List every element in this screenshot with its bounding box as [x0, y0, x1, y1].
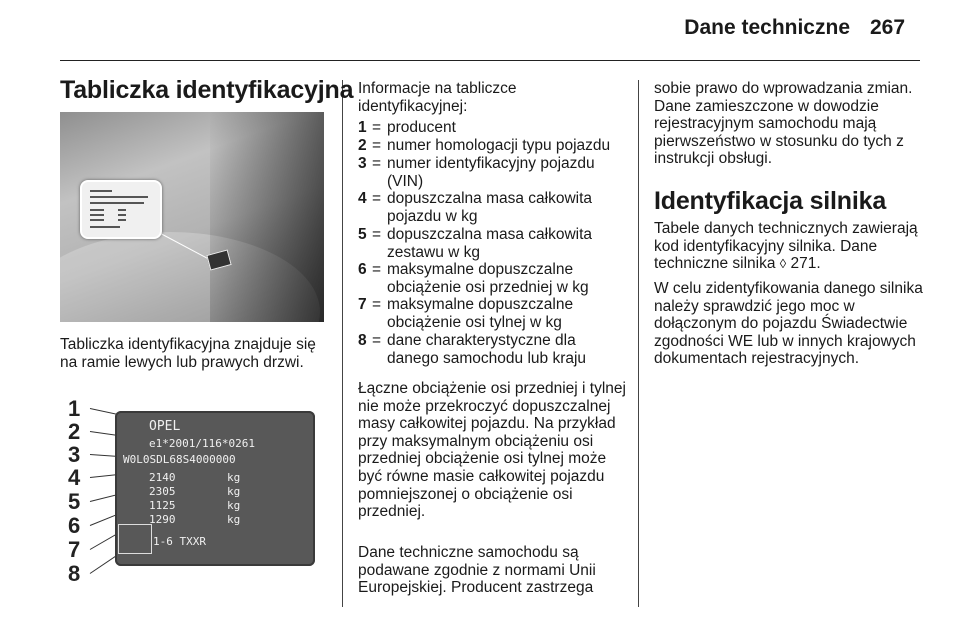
- callout-number: 3: [68, 442, 81, 467]
- callout-number: 7: [68, 537, 81, 562]
- callout-number: 8: [68, 561, 81, 586]
- running-header-title: Dane techniczne: [684, 16, 850, 39]
- plate-front-axle: 1125: [149, 499, 176, 512]
- plate-manufacturer: OPEL: [149, 419, 181, 434]
- engine-code-paragraph: Tabele danych technicznych zawierają kod identyfikacyjny silnika. Dane techniczne silnika ◊ 271.: [654, 220, 918, 273]
- plate-type-approval: e1*2001/116*0261: [149, 437, 255, 450]
- section-title-id-plate: Tabliczka identyfikacyjna: [60, 76, 354, 104]
- callout-number: 2: [68, 419, 81, 444]
- engine-data-page-link[interactable]: 271.: [790, 255, 821, 273]
- callout-number: 6: [68, 513, 81, 538]
- plate-unit: kg: [227, 485, 241, 498]
- column-divider-2: [638, 80, 639, 607]
- page-number: 267: [870, 16, 906, 39]
- callout-number: 5: [68, 489, 81, 514]
- changes-reservation-paragraph: sobie prawo do wprowadzania zmian. Dane zamieszczone w dowodzie rejestracyjnym samochodu mają pierwszeństwo w stosunku do tych z instrukcji obsługi.: [654, 80, 913, 168]
- plate-location-caption: Tabliczka identyfikacyjna znajduje się na ramie lewych lub prawych drzwi.: [60, 336, 316, 371]
- axle-load-paragraph: Łączne obciążenie osi przedniej i tylnej nie może przekroczyć dopuszczalnej masy całkowitej pojazdu. Na przykład przy maksymalnym obciążeniu osi przedniej obciążenie osi tylnej może być równe masie całkowitej pojazdu pomniejszonej o obciążenie osi przedniej.: [358, 380, 626, 521]
- section-title-engine-id: Identyfikacja silnika: [654, 187, 887, 215]
- cross-reference-arrow-icon: ◊: [779, 256, 787, 272]
- plate-zoom-inset: [80, 180, 162, 239]
- plate-train-weight: 2305: [149, 485, 176, 498]
- id-plate-diagram: [60, 386, 324, 591]
- plate-gross-weight: 2140: [149, 471, 176, 484]
- callout-number: 4: [68, 465, 81, 490]
- plate-vin: W0L0SDL68S4000000: [123, 453, 236, 466]
- plate-unit: kg: [227, 513, 241, 526]
- callout-number: 1: [68, 396, 81, 421]
- header-divider: [60, 60, 920, 61]
- plate-info-intro: Informacje na tabliczce identyfikacyjnej:: [358, 80, 517, 115]
- door-frame-photo: [60, 112, 324, 322]
- plate-country-data: 1-6 TXXR: [153, 535, 206, 548]
- engine-power-paragraph: W celu zidentyfikowania danego silnika należy sprawdzić jego moc w dołączonym do pojazdu Świadectwie zgodności WE lub w innych krajowych dokumentach rejestracyjnych.: [654, 280, 923, 368]
- technical-data-paragraph: Dane techniczne samochodu są podawane zgodnie z normami Unii Europejskiej. Producent zastrzega: [358, 544, 596, 597]
- plate-unit: kg: [227, 471, 241, 484]
- plate-rear-axle: 1290: [149, 513, 176, 526]
- plate-unit: kg: [227, 499, 241, 512]
- column-divider-1: [342, 80, 343, 607]
